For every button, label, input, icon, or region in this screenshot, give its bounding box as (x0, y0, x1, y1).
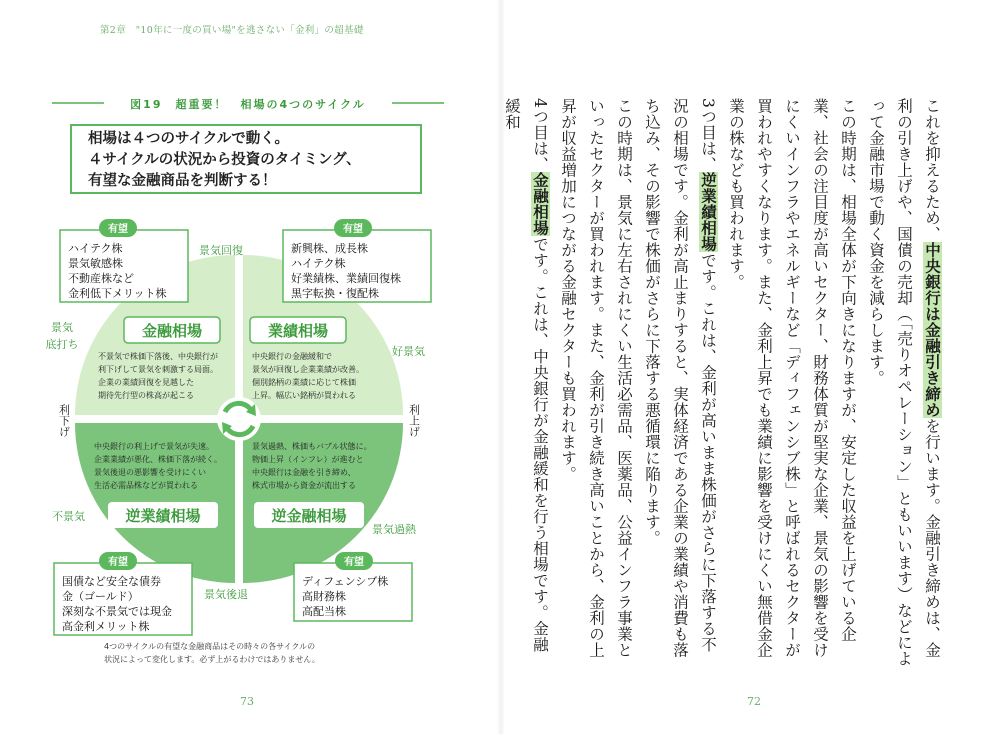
promising-item: 黒字転換・復配株 (291, 287, 379, 300)
running-head: 第2章 "10年に一度の買い場"を逃さない「金利」の超基礎 (100, 25, 364, 36)
page-number-left: 73 (240, 695, 254, 708)
gyaku-kinyu-desc-line: 株式市場から資金が流出する (252, 481, 356, 490)
gyoseki-desc-line: 景気が回復し企業業績が改善。 (252, 365, 364, 374)
kinyu-title: 金融相場 (141, 322, 203, 340)
promising-item: ハイテク株 (291, 257, 346, 270)
gyaku-gyoseki-desc-line: 生活必需品株などが買われる (94, 481, 198, 490)
kinyu-desc-line: 利下げして景気を刺激する局面。 (98, 365, 218, 374)
headline-line: ４サイクルの状況から投資のタイミング、 (88, 152, 361, 168)
promising-box-gyaku-gyoseki (54, 552, 192, 635)
promising-item: 金利低下メリット株 (68, 287, 167, 300)
gyaku-gyoseki-desc-line: 企業業績が悪化、株価下落が続く。 (94, 455, 222, 464)
phase-rate-hike: 利上げ (407, 404, 421, 437)
promising-item: 高金利メリット株 (62, 620, 150, 633)
phase-slump: 不景気 (52, 510, 85, 523)
promising-item: 高財務株 (302, 590, 346, 603)
body-paragraph: 3つ目は、逆業績相場です。これは、金利が高いまま株価がさらに下落する不況の相場です。金利が高止まりすると、実体経済である企業の業績や消費も落ち込み、その影響で株価がさらに下落する悪循環に陥ります。 (643, 98, 718, 658)
gyoseki-desc-line: 中央銀行の金融緩和で (252, 352, 332, 361)
promising-item: 好業績株、業績回復株 (291, 272, 401, 285)
page-number-right: 72 (747, 695, 761, 708)
kinyu-desc-line: 期待先行型の株高が起こる (98, 391, 194, 400)
promising-badge-label: 有望 (108, 557, 128, 568)
kinyu-desc-line: 不景気で株価下落後、中央銀行が (98, 352, 218, 361)
gyoseki-desc-line: 個別銘柄の業績に応じて株価 (252, 378, 356, 387)
figure-footnote (104, 640, 424, 666)
gyaku-gyoseki-title: 逆業績相場 (125, 507, 201, 525)
headline-line: 有望な金融商品を判断する！ (88, 173, 277, 189)
gyaku-gyoseki-desc-line: 中央銀行の利上げで景気が失速。 (94, 442, 214, 451)
gyaku-gyoseki-desc-line: 景気後退の悪影響を受けにくい (94, 468, 206, 477)
phase-boom: 好景気 (392, 345, 425, 358)
figure-title: 図19 超重要！ 相場の4つのサイクル (130, 98, 366, 111)
gyaku-kinyu-desc-line: 物価上昇（インフレ）が進むと (252, 455, 364, 464)
promising-box-gyoseki (283, 219, 431, 302)
promising-badge-label: 有望 (343, 224, 363, 235)
gyoseki-title: 業績相場 (267, 322, 329, 340)
body-paragraph: この時期は、景気に左右されにくい生活必需品、医薬品、公益インフラ事業といったセクターが買われます。また、金利が引き続き高いことから、金利の上昇が収益増加につながる金融セクターも買われます。 (559, 98, 633, 658)
promising-item: 国債など安全な債券 (62, 575, 161, 588)
promising-item: ディフェンシブ株 (302, 575, 389, 588)
gyoseki-desc-line: 上昇。幅広い銘柄が買われる (252, 391, 356, 400)
body-text-vertical (503, 98, 946, 668)
highlight-reverse-earnings-market: 逆業績相場 (699, 172, 718, 253)
phase-rate-cut: 利下げ (57, 404, 71, 437)
promising-item: 景気敏感株 (68, 257, 123, 270)
body-paragraph: 4つ目は、金融相場です。これは、中央銀行が金融緩和を行う相場です。金融緩和 (503, 98, 550, 653)
promising-badge-label: 有望 (344, 557, 364, 568)
footnote-line: 状況によって変化します。必ず上がるわけではありません。 (104, 655, 320, 664)
gyaku-kinyu-desc-line: 景気過熱、株価もバブル状態に。 (252, 442, 372, 451)
phase-recovery: 景気回復 (199, 244, 243, 257)
highlight-central-bank-tightening: 中央銀行は金融引き締め (923, 242, 942, 418)
body-paragraph: これを抑えるため、中央銀行は金融引き締めを行います。金融引き締めは、金利の引き上げや、国債の売却（「売りオペレーション」ともいいます）などによって金融市場で動く資金を減らします。 (867, 98, 942, 667)
kinyu-desc-line: 企業の業績回復を見越した (98, 378, 194, 387)
promising-box-kinyu (60, 219, 188, 302)
promising-item: 不動産株など (68, 272, 134, 285)
promising-item: 深刻な不景気では現金 (62, 605, 172, 618)
gyaku-kinyu-title: 逆金融相場 (271, 507, 347, 525)
promising-item: ハイテク株 (68, 242, 123, 255)
highlight-financial-market: 金融相場 (531, 172, 550, 237)
headline-line: 相場は４つのサイクルで動く。 (88, 131, 289, 147)
promising-item: 金（ゴールド） (62, 590, 139, 603)
footnote-line: 4つのサイクルの有望な金融商品はその時々の各サイクルの (104, 642, 316, 651)
promising-item: 新興株、成長株 (291, 242, 368, 255)
phase-recession: 景気後退 (204, 588, 248, 601)
body-paragraph: この時期は、相場全体が下向きになりますが、安定した収益を上げている企業、社会の注目度が高いセクター、財務体質が堅実な企業、景気の影響を受けにくいインフラやエネルギーなど「ディフェンシブ株」と呼ばれるセクターが買われやすくなります。また、金利上昇でも業績に影響を受けにくい無借金企業の株なども買われます。 (727, 98, 857, 658)
phase-bottom-line: 底打ち (45, 338, 79, 351)
promising-item: 高配当株 (302, 605, 346, 618)
phase-overheat: 景気過熱 (372, 523, 416, 536)
phase-bottom-line: 景気 (51, 321, 73, 334)
promising-box-gyaku-kinyu (294, 552, 412, 621)
gyaku-kinyu-desc-line: 中央銀行は金融を引き締め、 (252, 468, 356, 477)
promising-badge-label: 有望 (108, 224, 128, 235)
